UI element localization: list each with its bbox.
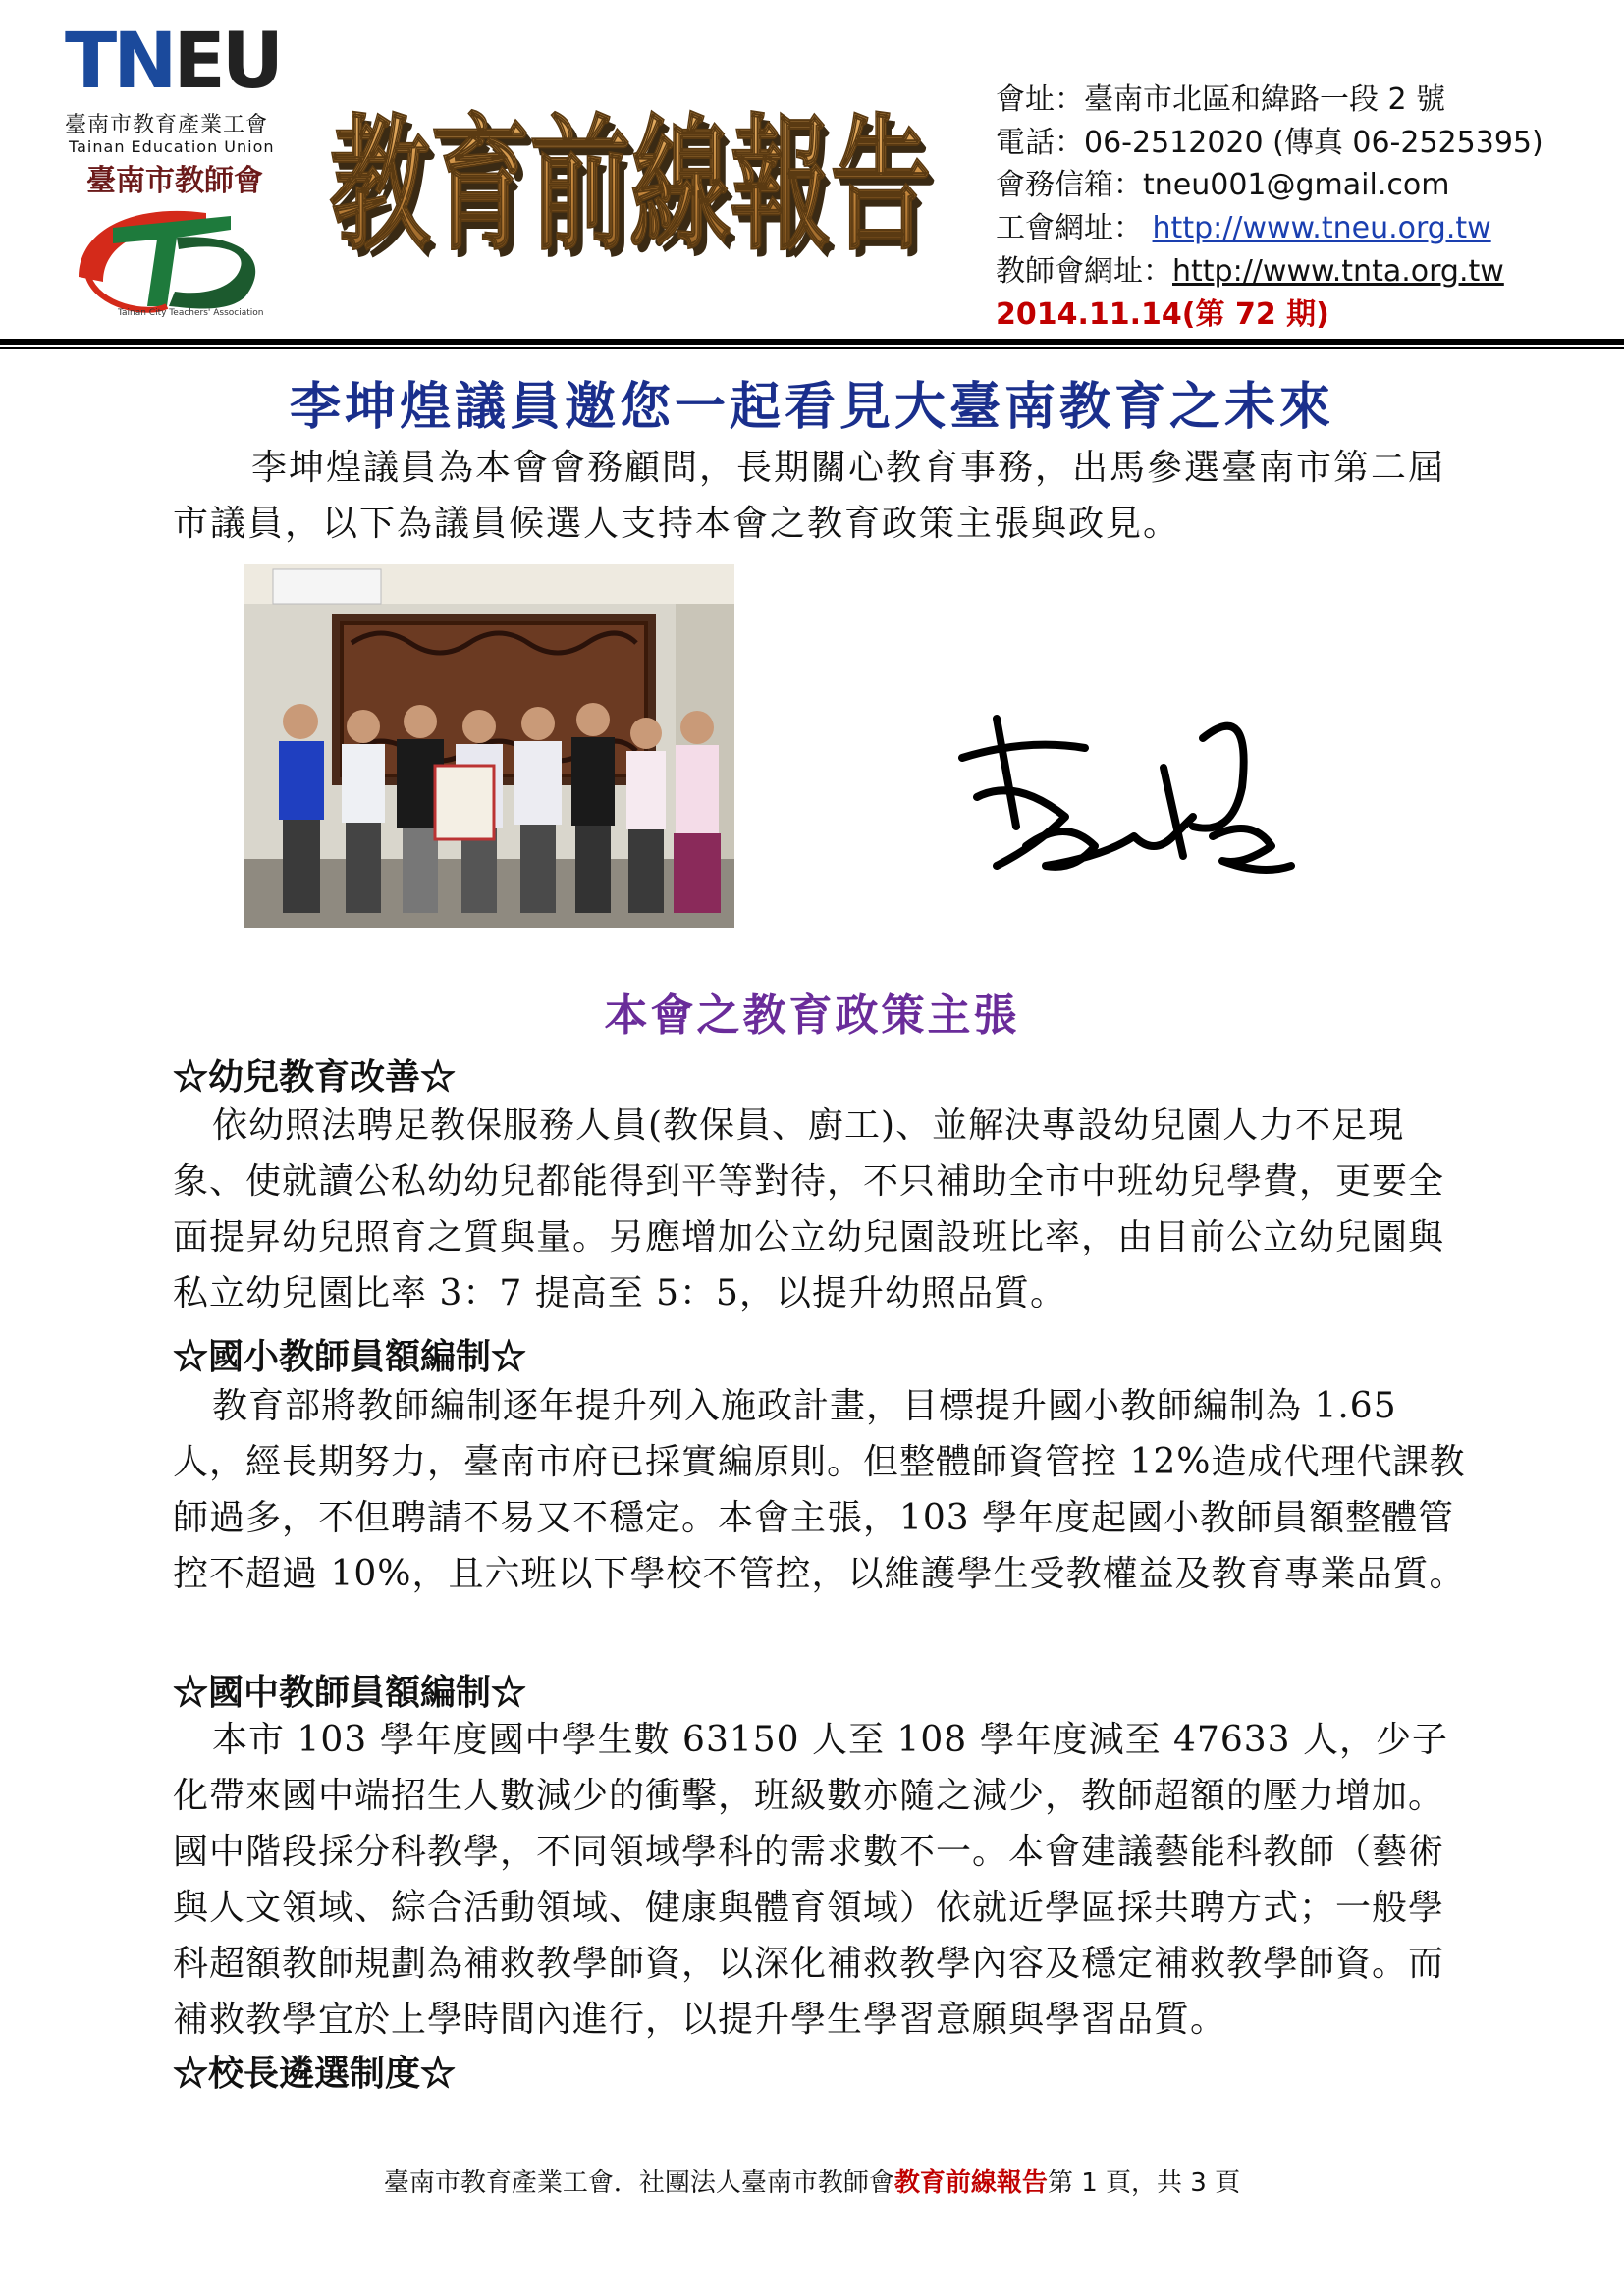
teacher-site-link[interactable]: http://www.tnta.org.tw	[1172, 254, 1504, 289]
union-name-cn: 臺南市教育產業工會	[65, 113, 269, 137]
section-heading: ☆國小教師員額編制☆	[173, 1336, 527, 1377]
article-headline: 李坤煌議員邀您一起看見大臺南教育之未來	[289, 377, 1334, 437]
logo-text-tn: TN	[65, 18, 174, 106]
banner-text: 教育前線報告	[330, 101, 931, 270]
union-site-label: 工會網址：	[996, 211, 1143, 245]
tneu-logo	[65, 18, 291, 106]
article-intro: 李坤煌議員為本會會務顧問，長期關心教育事務，出馬參選臺南市第二屆市議員，以下為議員候選人支持本會之教育政策主張與政見。	[173, 448, 1446, 544]
banner-title	[326, 86, 945, 273]
footer-report-name: 教育前線報告	[893, 2168, 1048, 2198]
contact-email: 會務信箱：tneu001@gmail.com	[996, 168, 1450, 202]
issue-date: 2014.11.14(第 72 期)	[996, 297, 1329, 332]
union-name-en: Tainan Education Union	[69, 137, 275, 156]
contact-teacher-site	[996, 246, 1504, 290]
header-rule-thick	[0, 339, 1624, 345]
policy-title: 本會之教育政策主張	[604, 990, 1020, 1041]
union-site-link[interactable]: http://www.tneu.org.tw	[1152, 211, 1491, 245]
footer-prefix: 臺南市教育產業工會．社團法人臺南市教師會	[383, 2168, 894, 2198]
footer-page-number: 第 1 頁，共 3 頁	[1047, 2168, 1241, 2198]
section-body: 本市 103 學年度國中學生數 63150 人至 108 學年度減至 47633 人，少子化帶來國中端招生人數減少的衝擊，班級數亦隨之減少，教師超額的壓力增加。國中階段採分科教學，不同領域學科的需求數不一。本會建議藝能科教師（藝術與人文領域、綜合活動領域、健康與體育領域）依就近學區採共聘方式；一般學科超額教師規劃為補救教學師資，以深化補救教學內容及穩定補救教學師資。而補救教學宜於上學時間內進行，以提升學生學習意願與學習品質。	[173, 1720, 1449, 2040]
seal-text: 臺南市教師會	[86, 164, 263, 198]
banner-shadow: 教育前線報告	[336, 109, 937, 273]
contact-phone: 電話：06-2512020 (傳真 06-2525395)	[996, 126, 1543, 160]
logo-text-eu: EU	[173, 18, 281, 106]
contact-union-site	[996, 203, 1491, 246]
teacher-site-label: 教師會網址：	[996, 254, 1172, 289]
contact-address: 會址：臺南市北區和緯路一段 2 號	[996, 82, 1446, 117]
teachers-association-seal	[59, 159, 285, 321]
section-body: 依幼照法聘足教保服務人員(教保員、廚工)、並解決專設幼兒園人力不足現象、使就讀公私幼幼兒都能得到平等對待，不只補助全市中班幼兒學費，更要全面提昇幼兒照育之質與量。另應增加公立幼兒園設班比率，由目前公立幼兒園與私立幼兒園比率 3：7 提高至 5：5，以提升幼照品質。	[173, 1105, 1445, 1313]
page-footer	[0, 2163, 1624, 2199]
section-heading: ☆校長遴選制度☆	[173, 2053, 457, 2094]
section-heading: ☆國中教師員額編制☆	[173, 1672, 527, 1713]
header-rule-thin	[0, 347, 1624, 349]
section-body: 教育部將教師編制逐年提升列入施政計畫，目標提升國小教師編制為 1.65 人，經長期努力，臺南市府已採實編原則。但整體師資管控 12%造成代理代課教師過多，不但聘請不易又不穩定。本會主張，103 學年度起國小教師員額整體管控不超過 10%，且六班以下學校不管控，以維護學生受教權益及教育專業品質。	[173, 1386, 1466, 1594]
section-heading: ☆幼兒教育改善☆	[173, 1056, 457, 1097]
group-photo	[244, 564, 734, 928]
signature	[957, 699, 1306, 900]
seal-english-name: Tainan City Teachers' Association	[118, 308, 264, 318]
